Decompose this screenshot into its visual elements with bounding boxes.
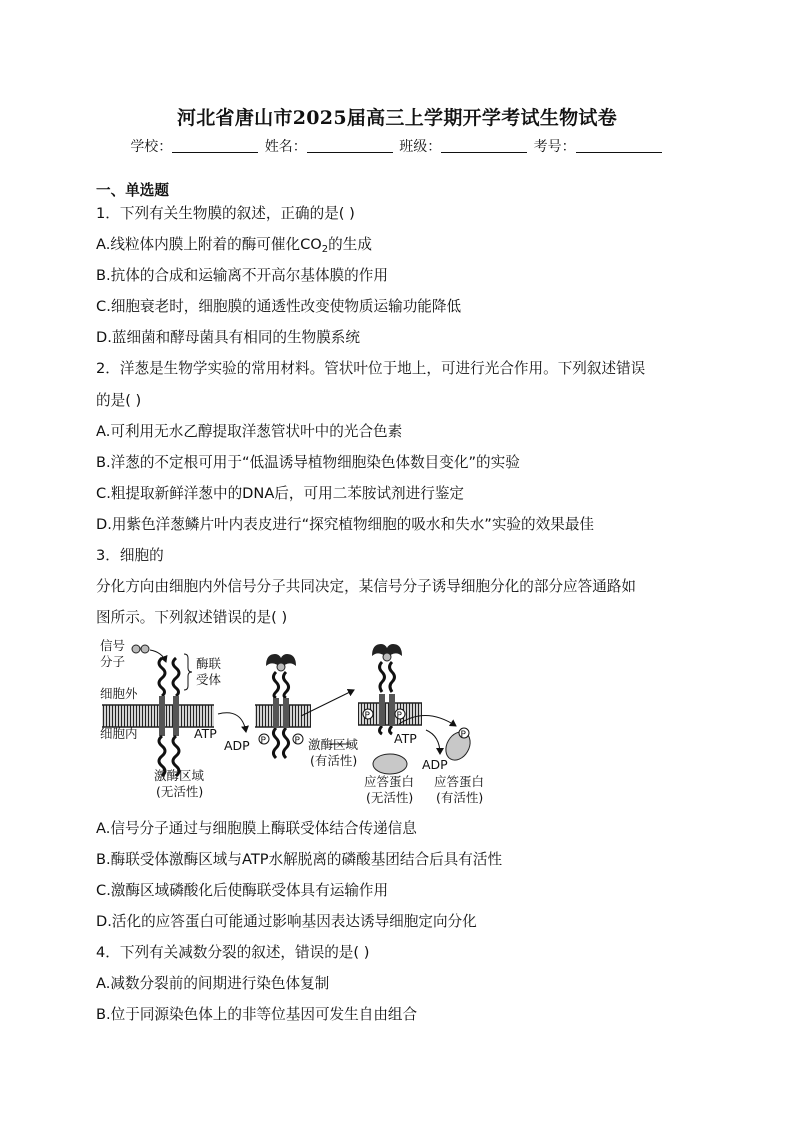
label-adp-2: ADP (422, 757, 448, 772)
q1-option-b: B.抗体的合成和运输离不开高尔基体膜的作用 (96, 267, 388, 284)
q2-option-a: A.可利用无水乙醇提取洋葱管状叶中的光合色素 (96, 423, 403, 440)
q1-option-d: D.蓝细菌和酵母菌具有相同的生物膜系统 (96, 329, 360, 346)
label-response-active-2: (有活性) (436, 790, 484, 805)
enzyme-receptor-active-icon (363, 644, 405, 734)
q4-option-a: A.减数分裂前的间期进行染色体复制 (96, 975, 330, 992)
label-kinase-inactive-2: (无活性) (156, 784, 204, 799)
q2-option-b: B.洋葱的不定根可用于“低温诱导植物细胞染色体数目变化”的实验 (96, 454, 520, 471)
q4-option-b: B.位于同源染色体上的非等位基因可发生自由组合 (96, 1006, 418, 1023)
phosphate-label-3: P (364, 711, 370, 721)
label-response-active-1: 应答蛋白 (434, 774, 485, 789)
exam-number-label: 考号： (533, 139, 576, 155)
label-kinase-inactive-1: 激酶区域 (154, 768, 205, 783)
label-adp-1: ADP (224, 738, 250, 753)
q1-option-a-subscript: 2 (321, 244, 329, 255)
label-enzyme-1: 酶联 (196, 656, 222, 671)
phosphate-label-5: P (460, 730, 466, 740)
class-blank[interactable] (441, 138, 527, 153)
phosphate-label-1: P (260, 736, 266, 746)
q2-stem-line2: 的是( ) (96, 392, 142, 409)
q3-option-c: C.激酶区域磷酸化后使酶联受体具有运输作用 (96, 882, 389, 899)
signal-pathway-diagram (96, 636, 496, 810)
label-atp-2: ATP (394, 731, 417, 746)
label-outside: 细胞外 (100, 686, 138, 701)
q3-option-b: B.酶联受体激酶区域与ATP水解脱离的磷酸基团结合后具有活性 (96, 851, 503, 868)
q3-option-d: D.活化的应答蛋白可能通过影响基因表达诱导细胞定向分化 (96, 913, 477, 930)
q2-option-c: C.粗提取新鲜洋葱中的DNA后，可用二苯胺试剂进行鉴定 (96, 485, 465, 502)
name-blank[interactable] (307, 138, 393, 153)
q2-stem-line1: 2．洋葱是生物学实验的常用材料。管状叶位于地上，可进行光合作用。下列叙述错误 (96, 360, 646, 377)
section-title: 一、单选题 (96, 182, 169, 199)
label-response-inactive-1: 应答蛋白 (364, 774, 415, 789)
q1-option-a-text-end: 的生成 (328, 236, 372, 253)
student-info-row (0, 136, 794, 156)
q2-option-d: D.用紫色洋葱鳞片叶内表皮进行“探究植物细胞的吸水和失水”实验的效果最佳 (96, 516, 595, 533)
q1-option-a (96, 235, 372, 260)
label-kinase-active-2: (有活性) (310, 753, 358, 768)
cell-membrane-left (102, 705, 214, 727)
page-title: 河北省唐山市2025届高三上学期开学考试生物试卷 (176, 107, 618, 129)
response-protein-inactive-icon (373, 754, 407, 774)
q3-stem-line3: 图所示。下列叙述错误的是( ) (96, 609, 288, 626)
name-label: 姓名： (264, 139, 307, 155)
q1-option-a-text: A.线粒体内膜上附着的酶可催化CO (96, 236, 322, 253)
q1-option-c: C.细胞衰老时，细胞膜的通透性改变使物质运输功能降低 (96, 298, 462, 315)
q1-stem: 1．下列有关生物膜的叙述，正确的是( ) (96, 205, 355, 222)
q4-stem: 4．下列有关减数分裂的叙述，错误的是( ) (96, 944, 370, 961)
school-label: 学校： (130, 139, 173, 155)
exam-number-blank[interactable] (576, 138, 662, 153)
label-enzyme-2: 受体 (196, 672, 222, 687)
phosphate-label-4: P (396, 711, 402, 721)
q3-stem-line1: 3．细胞的 (96, 547, 164, 564)
q3-stem-line2: 分化方向由细胞内外信号分子共同决定，某信号分子诱导细胞分化的部分应答通路如 (96, 578, 636, 595)
label-kinase-active-1: 激酶区域 (308, 737, 359, 752)
label-signal-2: 分子 (100, 654, 126, 669)
label-response-inactive-2: (无活性) (366, 790, 414, 805)
q3-option-a: A.信号分子通过与细胞膜上酶联受体结合传递信息 (96, 820, 417, 837)
school-blank[interactable] (172, 138, 258, 153)
phosphate-label-2: P (294, 736, 300, 746)
class-label: 班级： (399, 139, 442, 155)
label-signal-1: 信号 (100, 638, 126, 653)
label-atp-1: ATP (194, 726, 217, 741)
label-inside: 细胞内 (100, 726, 138, 741)
